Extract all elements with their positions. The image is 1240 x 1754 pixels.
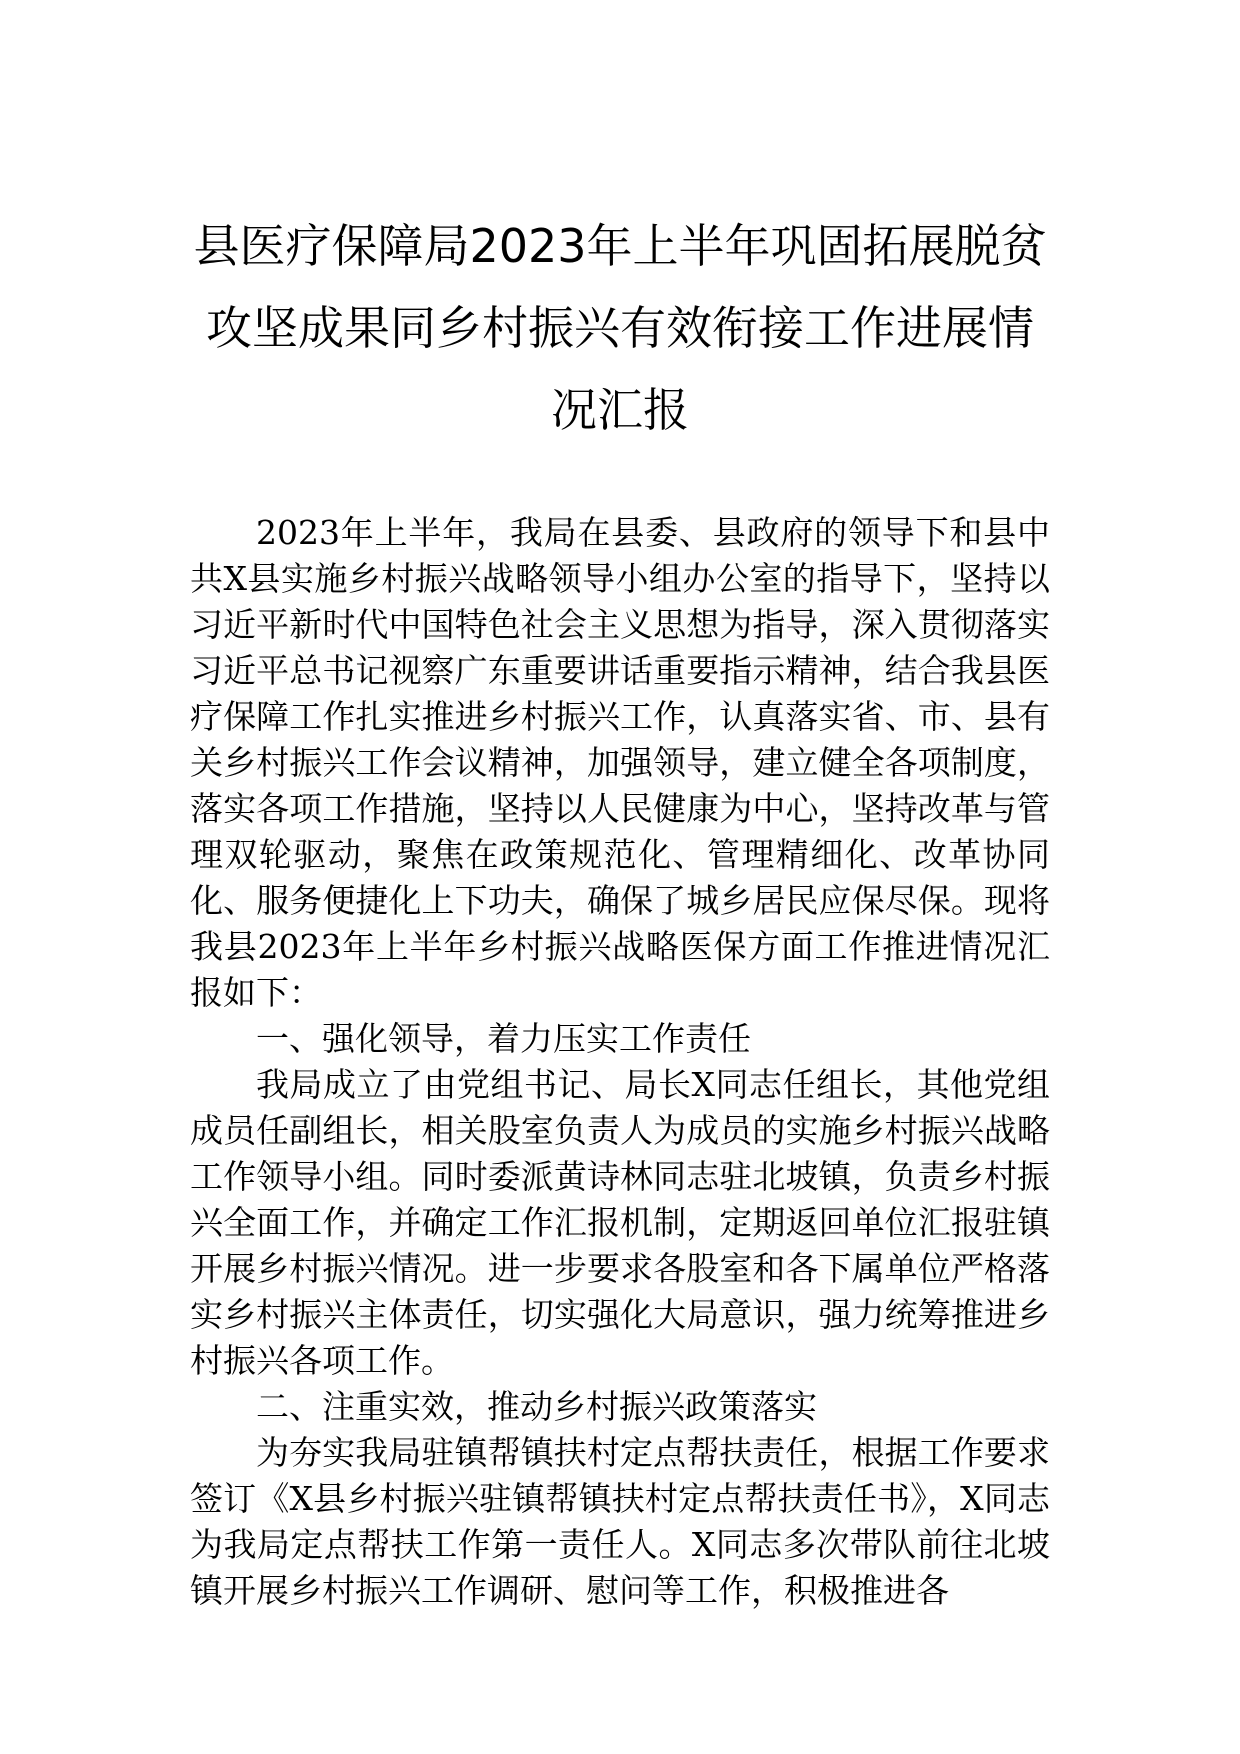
title-line-1: 县医疗保障局2023年上半年巩固拓展脱贫 [193, 219, 1047, 273]
title-line-2: 攻坚成果同乡村振兴有效衔接工作进展情 [206, 301, 1034, 355]
document-title [190, 205, 1050, 451]
section-heading-2: 二、注重实效，推动乡村振兴政策落实 [256, 1387, 817, 1426]
title-line-3: 况汇报 [551, 383, 689, 437]
intro-paragraph: 2023年上半年，我局在县委、县政府的领导下和县中共X县实施乡村振兴战略领导小组办公室的指导下，坚持以习近平新时代中国特色社会主义思想为指导，深入贯彻落实习近平总书记视察广东重要讲话重要指示精神，结合我县医疗保障工作扎实推进乡村振兴工作，认真落实省、市、县有关乡村振兴工作会议精神，加强领导，建立健全各项制度，落实各项工作措施，坚持以人民健康为中心，坚持改革与管理双轮驱动，聚焦在政策规范化、管理精细化、改革协同化、服务便捷化上下功夫，确保了城乡居民应保尽保。现将我县2023年上半年乡村振兴战略医保方面工作推进情况汇报如下： [190, 513, 1050, 1012]
section-1-paragraph: 我局成立了由党组书记、局长X同志任组长，其他党组成员任副组长，相关股室负责人为成员的实施乡村振兴战略工作领导小组。同时委派黄诗林同志驻北坡镇，负责乡村振兴全面工作，并确定工作汇报机制，定期返回单位汇报驻镇开展乡村振兴情况。进一步要求各股室和各下属单位严格落实乡村振兴主体责任，切实强化大局意识，强力统筹推进乡村振兴各项工作。 [190, 1065, 1050, 1380]
section-heading-1: 一、强化领导，着力压实工作责任 [256, 1019, 751, 1058]
document-title-block [190, 205, 1050, 451]
document-body [190, 510, 1050, 1614]
section-2-paragraph: 为夯实我局驻镇帮镇扶村定点帮扶责任，根据工作要求签订《X县乡村振兴驻镇帮镇扶村定点帮扶责任书》，X同志为我局定点帮扶工作第一责任人。X同志多次带队前往北坡镇开展乡村振兴工作调研、慰问等工作，积极推进各 [190, 1433, 1050, 1610]
